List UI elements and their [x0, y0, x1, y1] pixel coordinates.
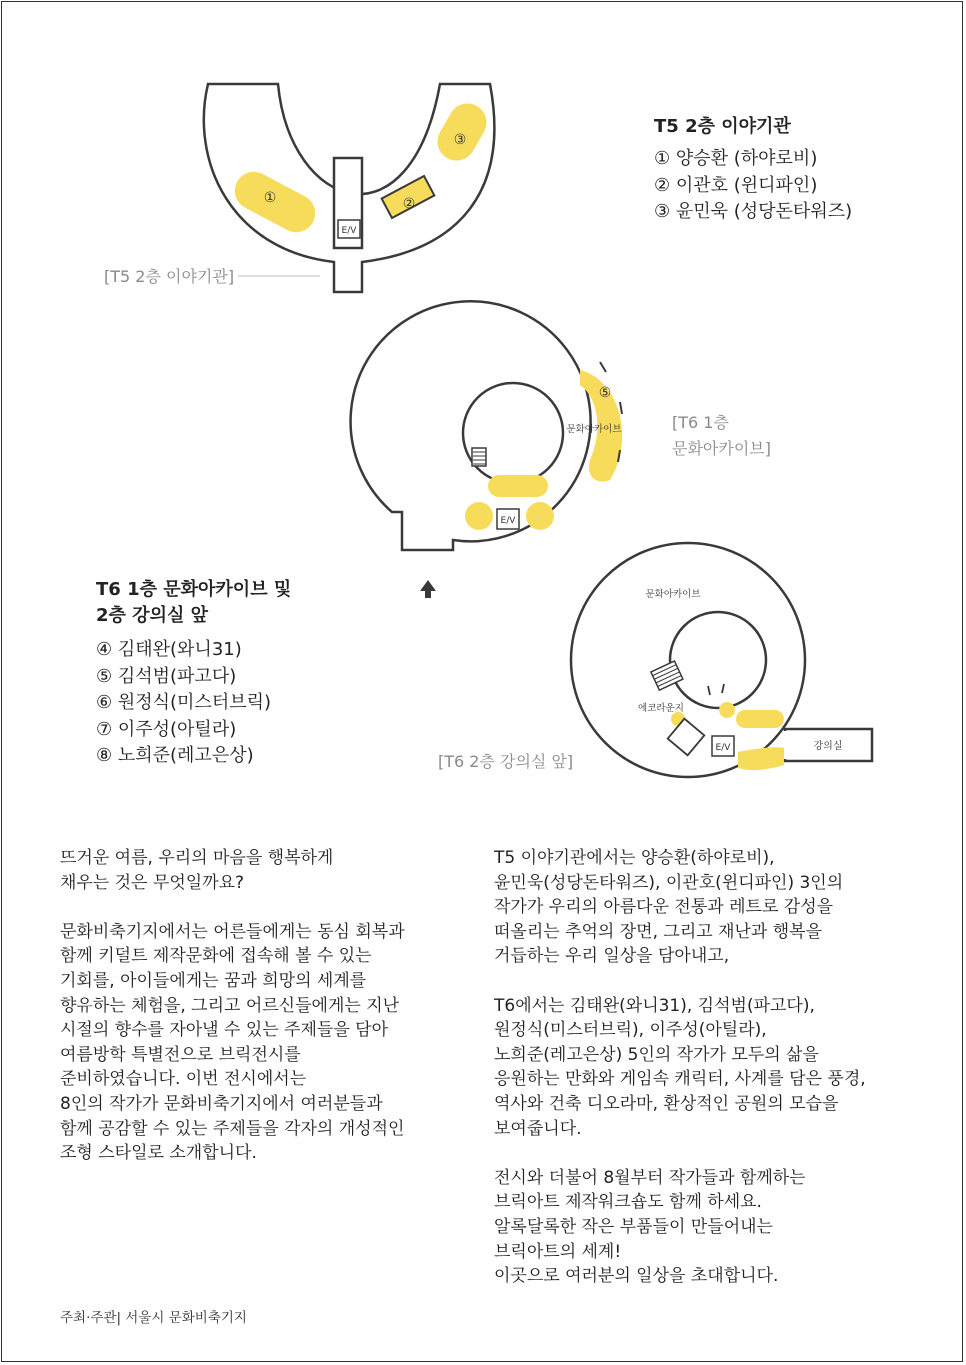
text-line: 브릭아트 제작워크숍도 함께 하세요. [494, 1192, 762, 1213]
t5-ev-label: E/V [341, 226, 357, 236]
legend-item: ⑤ 김석범(파고다) [96, 665, 237, 687]
t6-2f-lecture-label: 강의실 [813, 741, 843, 752]
text-line: 떠올리는 추억의 장면, 그리고 재난과 행복을 [494, 921, 823, 942]
t6-1f-marker-5: ⑤ [598, 385, 612, 401]
t5-marker-2: ② [402, 196, 416, 212]
t6-2f-zone-a [736, 710, 784, 728]
t6-2f-zone-b [738, 747, 784, 770]
left-paragraph-1 [60, 846, 460, 895]
t6-2f-archive-label: 문화아카이브 [645, 589, 701, 600]
right-paragraph-3 [494, 1166, 934, 1289]
text-line: T6에서는 김태완(와니31), 김석범(파고다), [494, 995, 815, 1016]
left-paragraph-2 [60, 920, 460, 1166]
text-line: 노희준(레고은상) 5인의 작가가 모두의 삶을 [494, 1044, 819, 1065]
t6-1f-zone-left [465, 502, 493, 530]
text-line: 함께 공감할 수 있는 주제들을 각자의 개성적인 [60, 1118, 405, 1139]
right-paragraph-2 [494, 994, 934, 1142]
left-body-text [60, 846, 460, 1190]
text-line: 응원하는 만화와 게임속 캐릭터, 사계를 담은 풍경, [494, 1069, 866, 1090]
legend-item: ④ 김태완(와니31) [96, 639, 242, 660]
text-line: 향유하는 체험을, 그리고 어르신들에게는 지난 [60, 995, 400, 1016]
text-line: 역사와 건축 디오라마, 환상적인 공원의 모습을 [494, 1093, 839, 1114]
text-line: 윤민욱(성당돈타워즈), 이관호(윈디파인) 3인의 [494, 872, 844, 893]
t6-legend-title-line1: T6 1층 문화아카이브 및 [96, 579, 292, 600]
text-line: 이곳으로 여러분의 일상을 초대합니다. [494, 1266, 779, 1287]
t6-1f-stairs [472, 448, 486, 466]
t5-marker-1: ① [263, 190, 277, 206]
legend-item: ③ 윤민욱 (성당돈타워즈) [654, 201, 853, 222]
t6-1f-caption-line1: [T6 1층 [672, 413, 729, 432]
entrance-arrow-icon [420, 580, 436, 598]
t6-1f-caption-line2: 문화아카이브] [672, 439, 771, 458]
t6-1f-zone-right [526, 502, 554, 530]
t6-1f-ev-label: E/V [500, 516, 516, 526]
text-line: 알록달록한 작은 부품들이 만들어내는 [494, 1216, 773, 1237]
legend-item: ⑥ 원정식(미스터브릭) [96, 692, 272, 713]
text-line: 전시와 더불어 8월부터 작가들과 함께하는 [494, 1167, 806, 1188]
text-line: 작가가 우리의 아름다운 전통과 레트로 감성을 [494, 897, 834, 918]
text-line: 보여줍니다. [494, 1118, 582, 1139]
t5-marker-3: ③ [453, 132, 467, 148]
t5-map-caption: [T5 2층 이야기관] [104, 267, 235, 286]
text-line: 여름방학 특별전으로 브릭전시를 [60, 1044, 301, 1065]
text-line: 시절의 향수를 자아낼 수 있는 주제들을 담아 [60, 1020, 389, 1041]
text-line: 브릭아트의 세계! [494, 1241, 622, 1262]
text-line: 준비하였습니다. 이번 전시에서는 [60, 1069, 307, 1090]
legend-item: ② 이관호 (윈디파인) [654, 174, 818, 196]
t6-1f-room-label: 문화아카이브 [566, 424, 622, 435]
t6-2f-zone-c [719, 702, 735, 718]
t6-2f-caption: [T6 2층 강의실 앞] [438, 752, 574, 771]
right-body-text [494, 846, 934, 1313]
text-line: 뜨거운 여름, 우리의 마음을 행복하게 [60, 848, 334, 868]
footer-credit: 주최·주관| 서울시 문화비축기지 [60, 1310, 247, 1326]
text-line: 거듭하는 우리 일상을 담아내고, [494, 946, 730, 967]
t6-2f-inner-ring [670, 612, 766, 708]
text-line: 문화비축기지에서는 어른들에게는 동심 회복과 [60, 921, 405, 942]
t6-2f-lounge-label: 에코라운지 [638, 703, 684, 714]
text-line: 8인의 작가가 문화비축기지에서 여러분들과 [60, 1093, 383, 1114]
text-line: 기회를, 아이들에게는 꿈과 희망의 세계를 [60, 970, 367, 991]
t6-2f-ev-label: E/V [715, 743, 731, 753]
text-line: 원정식(미스터브릭), 이주성(아틸라), [494, 1020, 767, 1041]
t6-legend [96, 577, 291, 770]
t6-legend-title-line2: 2층 강의실 앞 [96, 605, 208, 626]
legend-item: ① 양승환 (하야로비) [654, 148, 818, 169]
text-line: T5 이야기관에서는 양승환(하야로비), [494, 848, 775, 868]
t6-2f-kiosk [668, 719, 705, 756]
text-line: 함께 키덜트 제작문화에 접속해 볼 수 있는 [60, 946, 372, 967]
t5-legend-title: T5 2층 이야기관 [654, 116, 791, 137]
text-line: 채우는 것은 무엇일까요? [60, 872, 245, 893]
right-paragraph-1 [494, 846, 934, 969]
text-line: 조형 스타일로 소개합니다. [60, 1143, 257, 1164]
legend-item: ⑧ 노희준(레고은상) [96, 745, 254, 766]
t6-1f-zone-bench [488, 475, 548, 497]
t6-1f-inner-ring [463, 383, 563, 483]
legend-item: ⑦ 이주성(아틸라) [96, 718, 237, 740]
t5-legend [654, 114, 852, 226]
